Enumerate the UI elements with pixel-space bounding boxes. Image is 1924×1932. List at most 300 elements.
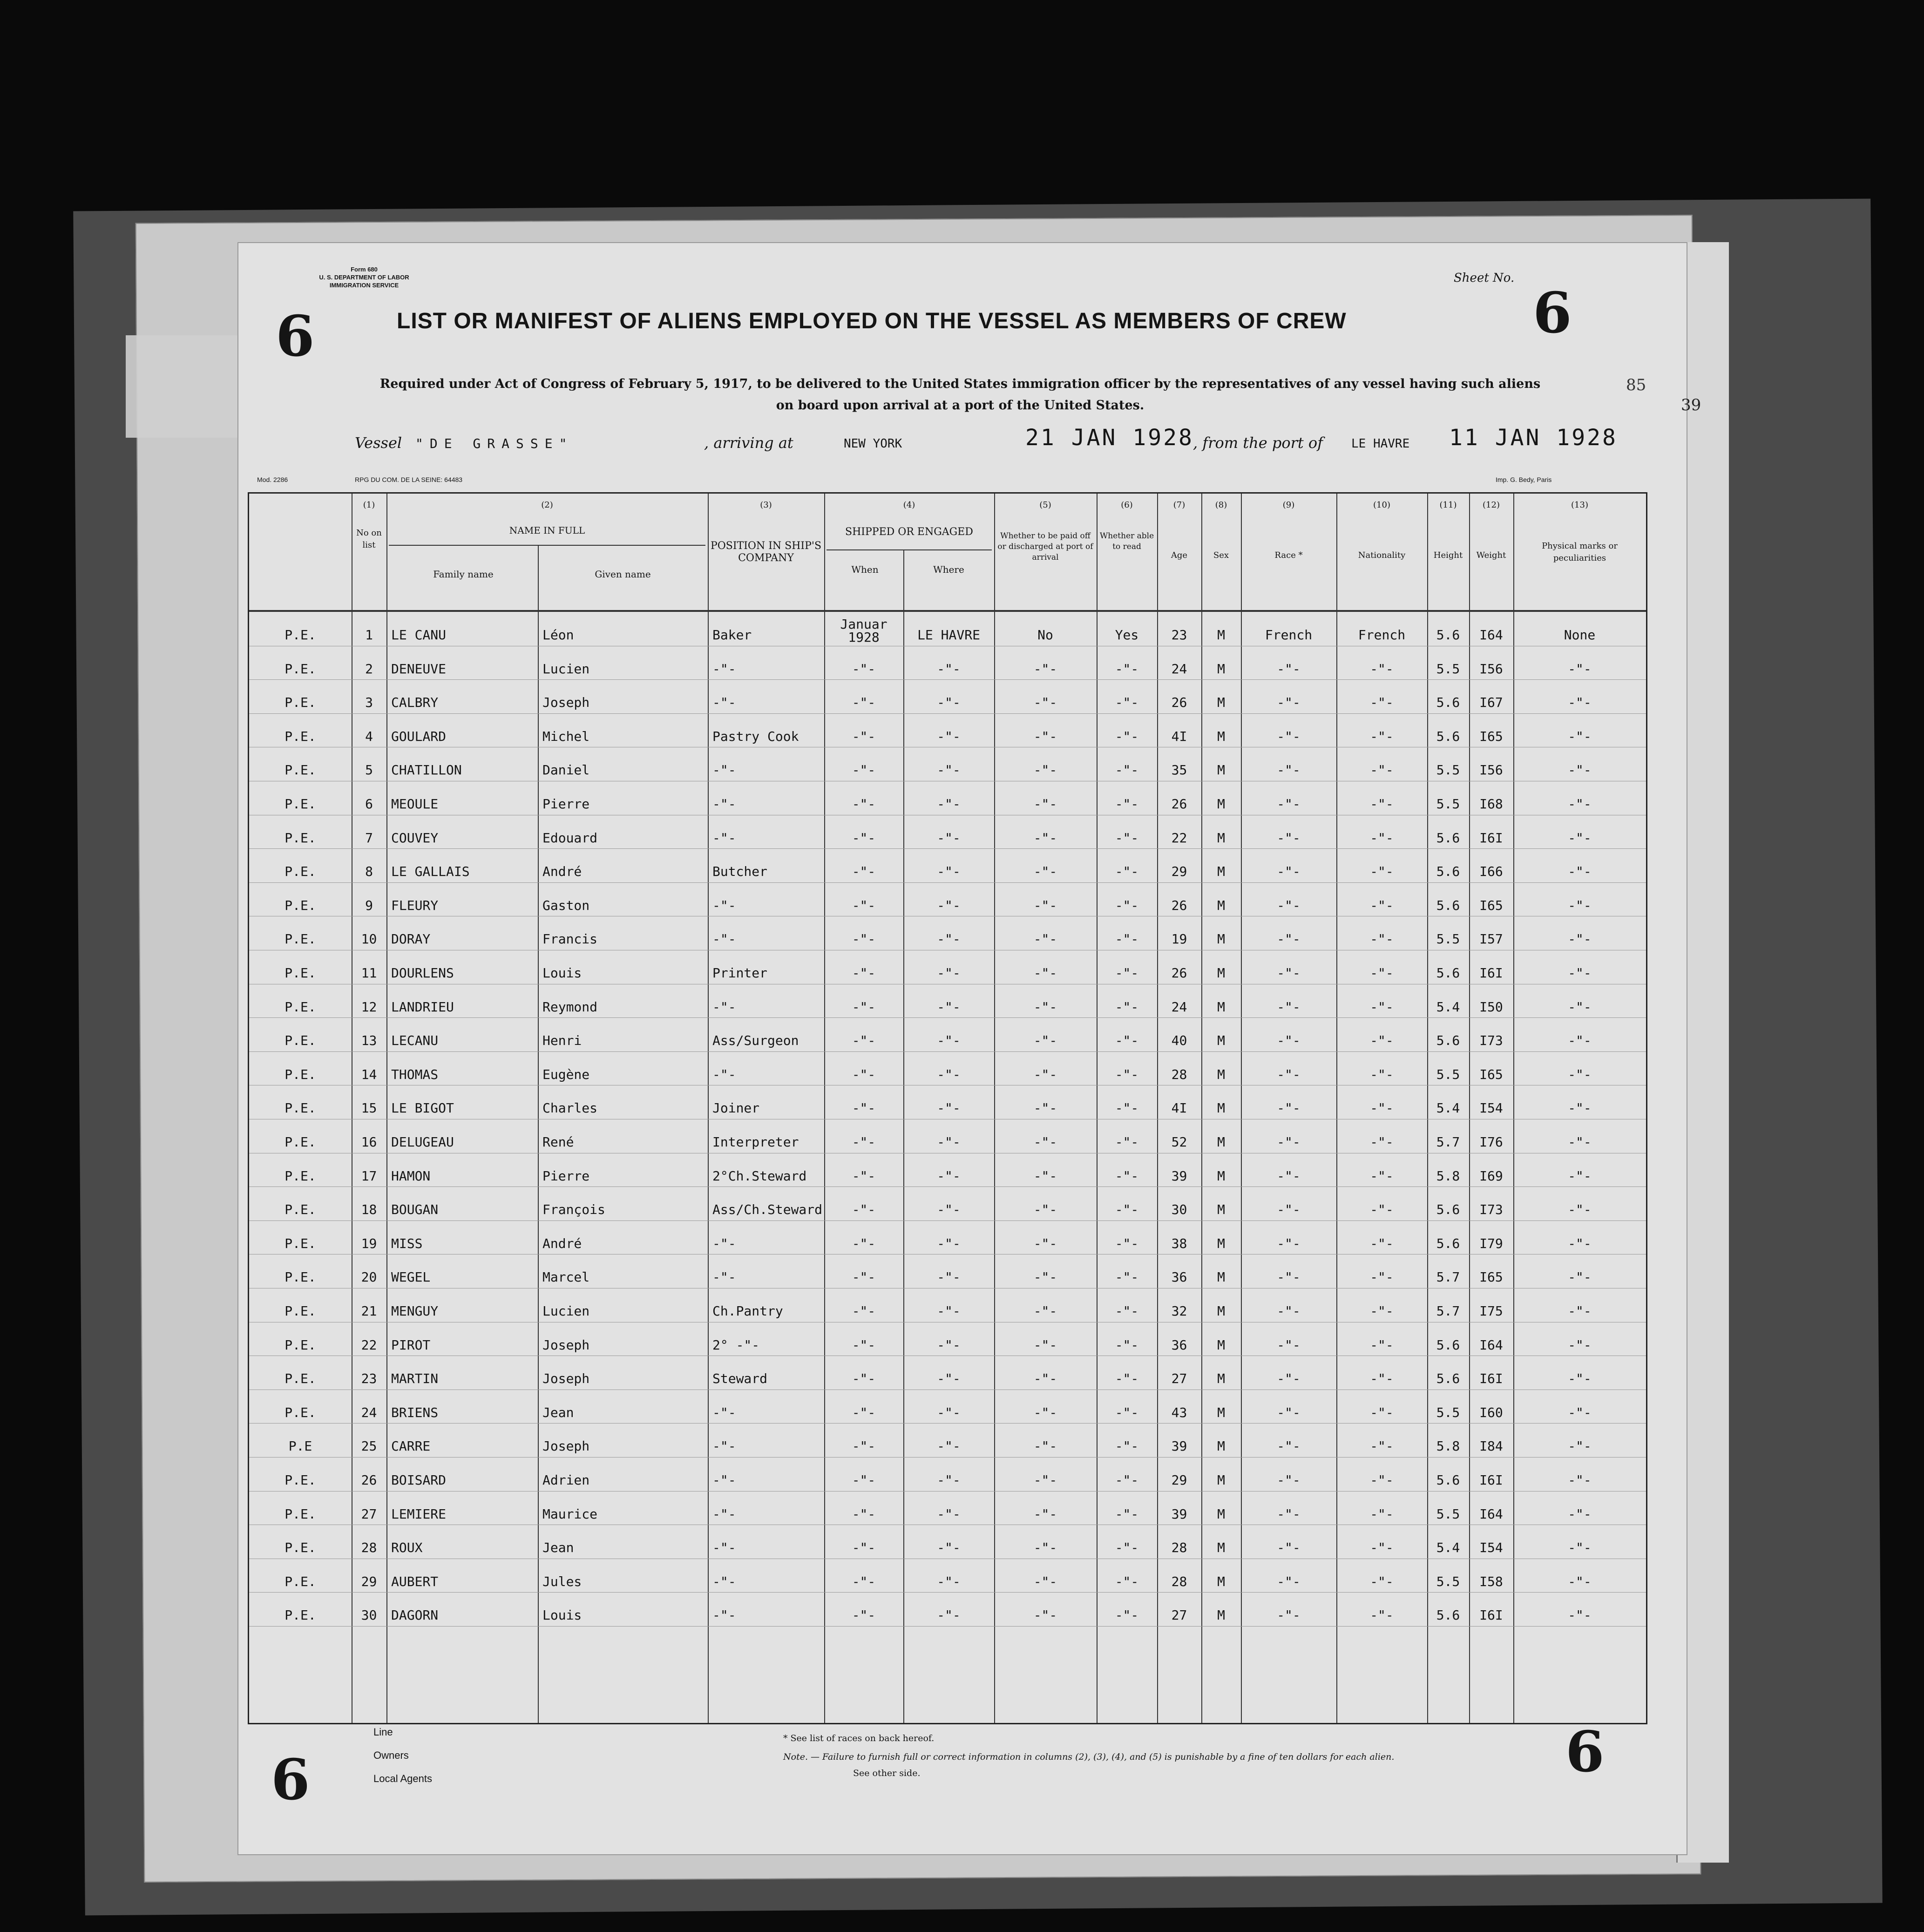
service-name: IMMIGRATION SERVICE [329,282,399,289]
cell-race: -"- [1277,1472,1301,1488]
cell-mark: P.E. [285,864,316,880]
cell-paid: -"- [1033,1202,1057,1218]
cell-paid: -"- [1033,796,1057,812]
cell-mark: P.E. [285,1540,316,1556]
cell-height: 5.6 [1436,1235,1460,1251]
cell-where: -"- [937,1337,961,1353]
cell-race: -"- [1277,728,1301,744]
cell-sex: M [1217,897,1225,913]
cell-paid: -"- [1033,864,1057,880]
cell-race: -"- [1277,695,1301,711]
cell-nat: -"- [1370,1404,1394,1420]
cell-read: -"- [1115,762,1139,778]
cell-age: 39 [1171,1506,1187,1522]
cell-age: 36 [1171,1269,1187,1285]
cell-age: 4I [1171,1100,1187,1116]
cell-where: -"- [937,1235,961,1251]
cell-given: Michel [542,728,590,744]
cell-when: -"- [852,1506,876,1522]
cell-nat: -"- [1370,1100,1394,1116]
cell-mark: P.E. [285,1033,316,1049]
cell-where: -"- [937,1506,961,1522]
cell-age: 29 [1171,864,1187,880]
cell-paid: -"- [1033,1235,1057,1251]
cell-when: -"- [852,1573,876,1589]
header-when: When [851,564,879,575]
cell-height: 5.7 [1436,1269,1460,1285]
cell-race: -"- [1277,1506,1301,1522]
cell-sex: M [1217,1202,1225,1218]
cell-read: -"- [1115,1134,1139,1150]
cell-race: -"- [1277,1269,1301,1285]
sheet-number-right: 6 [1533,280,1572,346]
cell-given: Pierre [542,796,590,812]
cell-marks: -"- [1568,1438,1592,1454]
cell-height: 5.6 [1436,1033,1460,1049]
table-row [249,747,1646,781]
cell-race: -"- [1277,1371,1301,1387]
cell-marks: -"- [1568,796,1592,812]
cell-age: 23 [1171,627,1187,643]
table-row [249,781,1646,815]
cell-read: -"- [1115,1506,1139,1522]
cell-mark: P.E. [285,796,316,812]
col-num-12: (12) [1483,500,1500,510]
cell-when: -"- [852,1202,876,1218]
col-num-9: (9) [1282,500,1295,510]
cell-mark: P.E. [285,830,316,846]
cell-race: -"- [1277,931,1301,947]
cell-when: Januar 1928 [840,617,887,645]
cell-paid: -"- [1033,1168,1057,1184]
cell-family: BRIENS [391,1404,439,1420]
cell-read: -"- [1115,661,1139,677]
from-port-label: , from the port of [1193,434,1323,452]
col-num-5: (5) [1039,500,1051,510]
cell-where: -"- [937,1472,961,1488]
table-row [249,1457,1646,1491]
cell-no: 4 [365,728,373,744]
requirement-line-2: on board upon arrival at a port of the United States. [776,398,1145,413]
cell-no: 26 [361,1472,377,1488]
cell-paid: -"- [1033,1404,1057,1420]
cell-no: 9 [365,897,373,913]
cell-when: -"- [852,728,876,744]
cell-weight: I73 [1479,1033,1503,1049]
cell-age: 26 [1171,695,1187,711]
table-row [249,1525,1646,1559]
cell-age: 43 [1171,1404,1187,1420]
cell-position: -"- [712,897,736,913]
cell-mark: P.E. [285,999,316,1015]
cell-weight: I68 [1479,796,1503,812]
cell-family: FLEURY [391,897,439,913]
cell-sex: M [1217,965,1225,981]
cell-paid: -"- [1033,1506,1057,1522]
cell-nat: -"- [1370,1438,1394,1454]
cell-read: -"- [1115,1066,1139,1082]
cell-sex: M [1217,1607,1225,1623]
table-row [249,1288,1646,1322]
table-row [249,1085,1646,1119]
cell-position: -"- [712,695,736,711]
cell-where: -"- [937,728,961,744]
cell-paid: -"- [1033,1303,1057,1319]
cell-given: Jean [542,1540,574,1556]
cell-mark: P.E. [285,1100,316,1116]
table-row [249,1390,1646,1424]
cell-no: 5 [365,762,373,778]
cell-family: LE BIGOT [391,1100,454,1116]
cell-read: -"- [1115,695,1139,711]
table-row [249,1254,1646,1288]
cell-paid: -"- [1033,1371,1057,1387]
cell-marks: -"- [1568,1100,1592,1116]
cell-age: 26 [1171,965,1187,981]
cell-read: Yes [1115,627,1139,643]
cell-sex: M [1217,999,1225,1015]
cell-paid: -"- [1033,1134,1057,1150]
cell-read: -"- [1115,965,1139,981]
cell-sex: M [1217,1033,1225,1049]
cell-marks: -"- [1568,897,1592,913]
cell-race: -"- [1277,1438,1301,1454]
cell-marks: -"- [1568,661,1592,677]
cell-where: -"- [937,999,961,1015]
cell-read: -"- [1115,1168,1139,1184]
cell-read: -"- [1115,864,1139,880]
from-port: LE HAVRE [1351,437,1410,451]
cell-height: 5.6 [1436,728,1460,744]
cell-marks: -"- [1568,1235,1592,1251]
cell-read: -"- [1115,1303,1139,1319]
cell-age: 19 [1171,931,1187,947]
table-row [249,646,1646,680]
cell-no: 10 [361,931,377,947]
table-row [249,849,1646,883]
cell-when: -"- [852,965,876,981]
sheet-number-label: Sheet No. [1454,271,1515,285]
cell-where: -"- [937,1371,961,1387]
cell-race: -"- [1277,1066,1301,1082]
cell-age: 26 [1171,796,1187,812]
cell-where: -"- [937,1607,961,1623]
cell-where: -"- [937,864,961,880]
cell-no: 27 [361,1506,377,1522]
cell-mark: P.E [288,1438,312,1454]
cell-position: -"- [712,762,736,778]
races-note: * See list of races on back hereof. [783,1733,935,1743]
sheet-number-left: 6 [276,304,315,369]
cell-race: -"- [1277,1202,1301,1218]
cell-position: -"- [712,796,736,812]
page-title: LIST OR MANIFEST OF ALIENS EMPLOYED ON THE VESSEL AS MEMBERS OF CREW [397,309,1347,333]
cell-weight: I6I [1479,830,1503,846]
cell-no: 21 [361,1303,377,1319]
cell-read: -"- [1115,830,1139,846]
cell-age: 24 [1171,999,1187,1015]
cell-mark: P.E. [285,1506,316,1522]
cell-weight: I60 [1479,1404,1503,1420]
cell-position: Steward [712,1371,768,1387]
cell-when: -"- [852,1269,876,1285]
cell-nat: -"- [1370,1540,1394,1556]
cell-paid: -"- [1033,1438,1057,1454]
cell-age: 24 [1171,661,1187,677]
cell-mark: P.E. [285,1337,316,1353]
margin-number-85: 85 [1626,376,1646,394]
cell-position: 2°Ch.Steward [712,1168,807,1184]
cell-sex: M [1217,1269,1225,1285]
header-sex: Sex [1213,550,1229,560]
cell-race: -"- [1277,661,1301,677]
cell-given: Louis [542,1607,582,1623]
owners-label: Owners [373,1749,409,1761]
cell-when: -"- [852,1168,876,1184]
cell-mark: P.E. [285,897,316,913]
cell-marks: -"- [1568,864,1592,880]
cell-weight: I67 [1479,695,1503,711]
cell-where: -"- [937,796,961,812]
cell-read: -"- [1115,796,1139,812]
cell-nat: -"- [1370,1235,1394,1251]
cell-given: René [542,1134,574,1150]
cell-family: CHATILLON [391,762,462,778]
cell-position: -"- [712,999,736,1015]
cell-mark: P.E. [285,762,316,778]
cell-paid: -"- [1033,1337,1057,1353]
cell-where: -"- [937,762,961,778]
requirement-line-1: Required under Act of Congress of February 5, 1917, to be delivered to the United States immigration officer by the representatives of any vessel having such aliens [379,377,1541,391]
cell-family: LE CANU [391,627,447,643]
cell-family: DELUGEAU [391,1134,454,1150]
cell-read: -"- [1115,1371,1139,1387]
mod-number: Mod. 2286 [257,476,288,483]
cell-height: 5.6 [1436,627,1460,643]
cell-read: -"- [1115,1438,1139,1454]
cell-paid: -"- [1033,1573,1057,1589]
cell-family: DORAY [391,931,431,947]
cell-family: MENGUY [391,1303,439,1319]
cell-read: -"- [1115,1100,1139,1116]
cell-family: MARTIN [391,1371,439,1387]
cell-weight: I65 [1479,1269,1503,1285]
cell-read: -"- [1115,897,1139,913]
cell-age: 28 [1171,1540,1187,1556]
cell-height: 5.5 [1436,796,1460,812]
cell-race: -"- [1277,965,1301,981]
cell-nat: -"- [1370,661,1394,677]
cell-where: -"- [937,1134,961,1150]
cell-read: -"- [1115,1269,1139,1285]
cell-weight: I64 [1479,1506,1503,1522]
cell-sex: M [1217,1303,1225,1319]
cell-nat: -"- [1370,965,1394,981]
cell-family: CARRE [391,1438,431,1454]
cell-no: 28 [361,1540,377,1556]
cell-race: -"- [1277,1337,1301,1353]
cell-family: CALBRY [391,695,439,711]
cell-where: -"- [937,1438,961,1454]
table-row [249,680,1646,714]
cell-position: Ass/Surgeon [712,1033,799,1049]
cell-weight: I84 [1479,1438,1503,1454]
cell-given: Daniel [542,762,590,778]
cell-sex: M [1217,864,1225,880]
cell-no: 1 [365,627,373,643]
cell-weight: I57 [1479,931,1503,947]
cell-weight: I58 [1479,1573,1503,1589]
cell-marks: -"- [1568,1202,1592,1218]
cell-nat: -"- [1370,1066,1394,1082]
cell-family: DAGORN [391,1607,439,1623]
cell-when: -"- [852,1472,876,1488]
cell-no: 3 [365,695,373,711]
cell-weight: I66 [1479,864,1503,880]
cell-marks: -"- [1568,1337,1592,1353]
cell-height: 5.6 [1436,965,1460,981]
crew-table [248,492,1647,1724]
cell-when: -"- [852,1134,876,1150]
table-row [249,950,1646,984]
cell-nat: -"- [1370,1573,1394,1589]
col-num-2: (2) [541,500,553,510]
header-no-on-list: No on list [356,528,382,550]
cell-height: 5.8 [1436,1438,1460,1454]
cell-race: -"- [1277,1100,1301,1116]
cell-weight: I65 [1479,897,1503,913]
cell-height: 5.5 [1436,661,1460,677]
cell-race: -"- [1277,1303,1301,1319]
cell-weight: I54 [1479,1540,1503,1556]
cell-family: LECANU [391,1033,439,1049]
cell-family: HAMON [391,1168,431,1184]
cell-where: -"- [937,1303,961,1319]
table-row [249,1322,1646,1356]
local-agents-label: Local Agents [373,1773,432,1784]
cell-marks: -"- [1568,1033,1592,1049]
cell-sex: M [1217,1235,1225,1251]
cell-marks: None [1564,627,1596,643]
cell-position: -"- [712,1472,736,1488]
manifest-page [237,242,1687,1855]
cell-race: -"- [1277,1607,1301,1623]
cell-mark: P.E. [285,965,316,981]
cell-age: 35 [1171,762,1187,778]
cell-nat: -"- [1370,864,1394,880]
header-name-in-full: NAME IN FULL [509,525,585,536]
cell-height: 5.6 [1436,1371,1460,1387]
cell-paid: -"- [1033,897,1057,913]
cell-nat: -"- [1370,1134,1394,1150]
cell-no: 30 [361,1607,377,1623]
cell-when: -"- [852,1303,876,1319]
cell-when: -"- [852,830,876,846]
sheet-number-bottom-left: 6 [271,1747,310,1813]
header-paid-off: Whether to be paid off or discharged at port of arrival [997,531,1093,562]
cell-position: Printer [712,965,768,981]
cell-given: Francis [542,931,598,947]
cell-where: -"- [937,1202,961,1218]
cell-age: 29 [1171,1472,1187,1488]
cell-no: 19 [361,1235,377,1251]
cell-weight: I56 [1479,661,1503,677]
cell-position: -"- [712,1607,736,1623]
cell-given: Charles [542,1100,598,1116]
cell-nat: -"- [1370,1506,1394,1522]
cell-where: -"- [937,1269,961,1285]
cell-age: 39 [1171,1168,1187,1184]
cell-sex: M [1217,695,1225,711]
cell-nat: -"- [1370,1303,1394,1319]
cell-weight: I6I [1479,1371,1503,1387]
cell-read: -"- [1115,1607,1139,1623]
cell-marks: -"- [1568,1269,1592,1285]
cell-race: -"- [1277,762,1301,778]
cell-no: 14 [361,1066,377,1082]
col-num-11: (11) [1439,500,1457,510]
cell-where: -"- [937,695,961,711]
cell-read: -"- [1115,1404,1139,1420]
cell-position: -"- [712,1540,736,1556]
arriving-port: NEW YORK [844,437,902,451]
cell-sex: M [1217,661,1225,677]
cell-age: 52 [1171,1134,1187,1150]
cell-nat: -"- [1370,796,1394,812]
cell-paid: -"- [1033,1100,1057,1116]
cell-height: 5.7 [1436,1134,1460,1150]
table-row [249,1491,1646,1525]
cell-given: Jean [542,1404,574,1420]
col-num-10: (10) [1373,500,1390,510]
cell-mark: P.E. [285,1066,316,1082]
cell-paid: -"- [1033,965,1057,981]
cell-marks: -"- [1568,999,1592,1015]
cell-race: -"- [1277,1404,1301,1420]
cell-height: 5.6 [1436,897,1460,913]
cell-mark: P.E. [285,728,316,744]
cell-height: 5.5 [1436,762,1460,778]
cell-position: Baker [712,627,752,643]
cell-race: -"- [1277,1168,1301,1184]
cell-race: -"- [1277,999,1301,1015]
cell-sex: M [1217,1066,1225,1082]
cell-no: 2 [365,661,373,677]
cell-race: -"- [1277,796,1301,812]
cell-given: Maurice [542,1506,598,1522]
cell-no: 23 [361,1371,377,1387]
cell-mark: P.E. [285,695,316,711]
cell-family: DOURLENS [391,965,454,981]
cell-paid: -"- [1033,999,1057,1015]
cell-when: -"- [852,931,876,947]
table-row [249,1424,1646,1457]
table-row [249,1119,1646,1153]
cell-given: Jules [542,1573,582,1589]
cell-weight: I65 [1479,728,1503,744]
table-row [249,1153,1646,1187]
cell-weight: I69 [1479,1168,1503,1184]
cell-height: 5.5 [1436,1506,1460,1522]
cell-position: Ch.Pantry [712,1303,783,1319]
cell-age: 32 [1171,1303,1187,1319]
cell-height: 5.6 [1436,1607,1460,1623]
cell-position: Joiner [712,1100,760,1116]
cell-nat: -"- [1370,762,1394,778]
cell-nat: French [1358,627,1406,643]
cell-height: 5.5 [1436,1404,1460,1420]
cell-position: -"- [712,1404,736,1420]
